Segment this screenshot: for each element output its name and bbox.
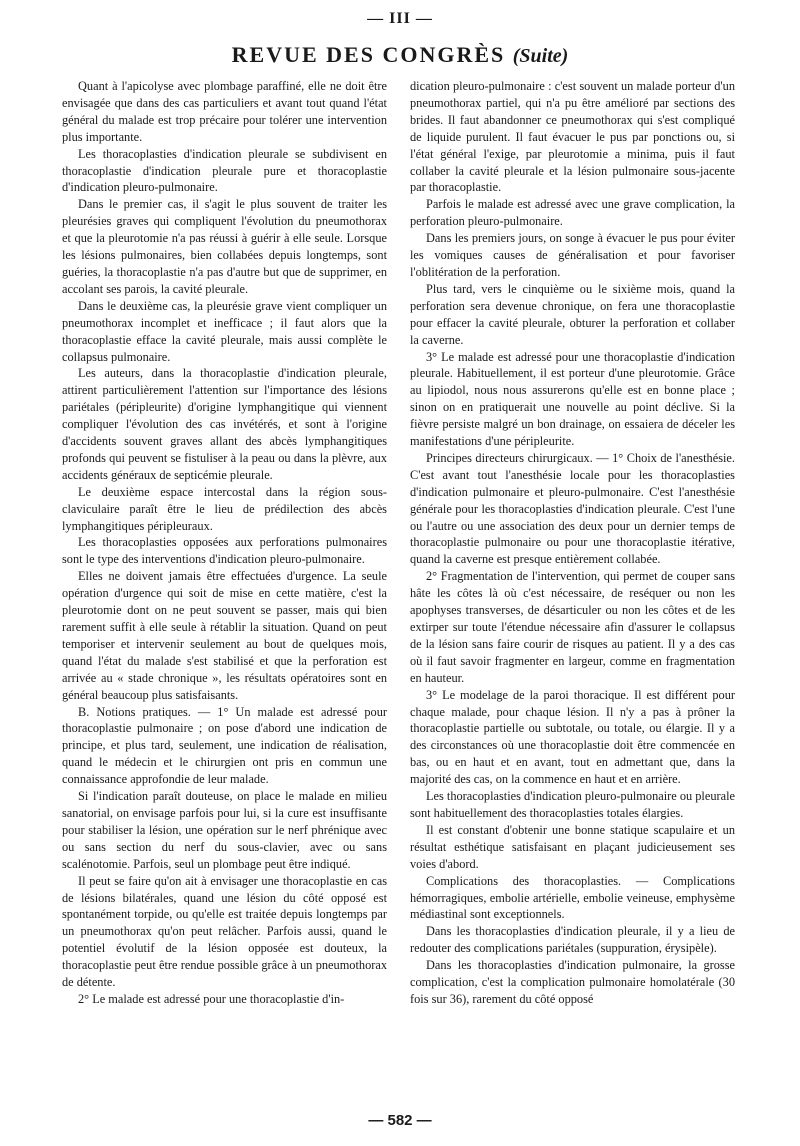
section-numeral: — III — (367, 10, 433, 27)
paragraph: Les auteurs, dans la thoracoplastie d'indication pleurale, attirent particulièrement l'attention sur l'importance des lésions pariétales (péripleurite) d'origine lymphangitique qui viennent compliquer l'évolution des cas invétérés, et sont à l'origine d'accidents souvent graves allant des abcès lymphangitiques profonds qui peuvent se fistuliser à la peau ou dans la plèvre, aux accidents généraux de septicémie pleurale. (62, 366, 387, 482)
paragraph: Parfois le malade est adressé avec une grave complication, la perforation pleuro-pulmonaire. (410, 197, 735, 229)
paragraph: Dans le premier cas, il s'agit le plus souvent de traiter les pleurésies graves qui compliquent l'évolution du pneumothorax et que la pleurotomie n'a pas réussi à guérir à elle seule. Lorsque les lésions pulmonaires, bien collabées depuis longtemps, sont guéries, la thoracoplastie n'a pas d'autre but que de supprimer, en accolant ses parois, la cavité pleurale. (62, 197, 387, 296)
paragraph: Les thoracoplasties opposées aux perforations pulmonaires sont le type des interventions d'indication pleuro-pulmonaire. (62, 535, 387, 567)
title-suite: (Suite) (512, 45, 569, 67)
paragraph: Quant à l'apicolyse avec plombage paraffiné, elle ne doit être envisagée que dans des cas particuliers et avant tout quand l'état général du malade est trop précaire pour tolérer une intervention plus importante. (62, 79, 387, 144)
paragraph: Plus tard, vers le cinquième ou le sixième mois, quand la perforation sera devenue chronique, on fera une thoracoplastie pour effacer la cavité pleurale, obturer la perforation et collaber la caverne. (410, 281, 735, 347)
right-column (410, 78, 735, 1008)
paragraph: 3° Le malade est adressé pour une thoracoplastie d'indication pleurale. Habituellement, il est porteur d'une pleurotomie. Grâce au lipiodol, nous nous assurerons qu'elle est en bonne place ; sinon on en pratiquerait une nouvelle au point déclive. Si la fièvre persiste malgré un bon drainage, on essaiera de déceler les manifestations d'une péripleurite. (410, 349, 735, 449)
paragraph: Il peut se faire qu'on ait à envisager une thoracoplastie en cas de lésions bilatérales, quand une lésion du côté opposé est spontanément torpide, ou qu'elle est traitée depuis longtemps par un pneumothorax qu'on peut relâcher. Parfois aussi, quand le potentiel évolutif de la lésion opposée est douteux, la thoracoplastie peut être rendue possible grâce à un pneumothorax de détente. (62, 873, 387, 990)
page-title (0, 42, 800, 68)
paragraph: 2° Fragmentation de l'intervention, qui permet de couper sans hâte les côtes là où c'est nécessaire, de reséquer ou non les apophyses transverses, de désarticuler ou non les côtes et de les extirper sur toute l'étendue nécessaire afin d'assurer le collapsus de la lésion sans faire courir de risques au patient. Il y a des cas où il faut savoir fragmenter en largeur, comme en fragmentation en hauteur. (410, 569, 735, 685)
paragraph: dication pleuro-pulmonaire : c'est souvent un malade porteur d'un pneumothorax partiel, qui n'a pu être amélioré par sections des brides. Il faut abandonner ce pneumothorax qui s'est compliqué de liquide purulent. Il faut évacuer le pus par ponctions ou, si l'état général l'exige, par pleurotomie a minima, puis il faut collaber la cavité pleurale et la lésion pulmonaire sous-jacente par thoracoplastie. (410, 79, 735, 195)
paragraph: Principes directeurs chirurgicaux. — 1° Choix de l'anesthésie. C'est avant tout l'anesthésie locale pour les thoracoplasties d'indication pulmonaire et pleuro-pulmonaire. C'est l'anesthésie générale pour les thoracoplasties d'indication pleurale. C'est l'une ou l'autre ou une association des deux pour un dernier temps de thoracoplastie pulmonaire ou pour une thoracoplastie itérative, quand la caverne est presque entièrement collabée. (410, 450, 735, 567)
paragraph: 2° Le malade est adressé pour une thoracoplastie d'in- (78, 991, 345, 1006)
paragraph: Dans les premiers jours, on songe à évacuer le pus pour éviter les vomiques causes de généralisation et pour favoriser l'oblitération de la perforation. (410, 231, 735, 279)
paragraph: Dans les thoracoplasties d'indication pleurale, il y a lieu de redouter des complications pariétales (suppuration, érysipèle). (410, 924, 735, 956)
paragraph: Les thoracoplasties d'indication pleurale se subdivisent en thoracoplastie d'indication pleurale pure et thoracoplastie d'indication pleuro-pulmonaire. (62, 146, 387, 195)
left-column (62, 78, 387, 1008)
paragraph: Les thoracoplasties d'indication pleuro-pulmonaire ou pleurale sont habituellement des thoracoplasties totales élargies. (410, 789, 736, 820)
paragraph: Dans le deuxième cas, la pleurésie grave vient compliquer un pneumothorax incomplet et inefficace ; il faut alors que la thoracoplastie efface la cavité pleurale, mais aussi complète le collapsus pulmonaire. (62, 298, 387, 364)
paragraph: B. Notions pratiques. — 1° Un malade est adressé pour thoracoplastie pulmonaire ; on pose d'abord une indication de principe, et plus tard, seulement, une indication de réalisation, quand le médecin et le chirurgien ont pris en commun une connaissance approfondie de leur malade. (62, 704, 387, 787)
paragraph: Dans les thoracoplasties d'indication pulmonaire, la grosse complication, c'est la complication pulmonaire homolatérale (30 fois sur 36), rarement du côté opposé (410, 958, 735, 1006)
paragraph: Elles ne doivent jamais être effectuées d'urgence. La seule opération d'urgence qui soit de mise en cette matière, c'est la pleurotomie dont on ne peut souvent se passer, mais qui bien rarement suffit à elle seule à rétablir la situation. Quand on peut temporiser et intervenir seulement au bout de quelques mois, quand l'état du malade s'est stabilisé et que la perforation est arrivée au « stade chronique », les résultats opératoires sont en général beaucoup plus satisfaisants. (62, 569, 387, 702)
title-text: REVUE DES CONGRÈS (231, 42, 506, 67)
paragraph: 3° Le modelage de la paroi thoracique. Il est différent pour chaque malade, pour chaque lésion. Il n'y a pas à prôner la thoracoplastie partielle ou subtotale, ou totale, ou élargie. Il y a des circonstances où une thoracoplastie doit être commencée en bas, ou en haut et en avant, tout en admettant que, dans la majorité des cas, on la commence en haut et en arrière. (410, 687, 735, 787)
page-number: — 582 — (368, 1112, 432, 1129)
paragraph: Si l'indication paraît douteuse, on place le malade en milieu sanatorial, on envisage parfois pour lui, si la cure est insuffisante pour stabiliser la lésion, une opération sur le nerf phrénique avec ou sans section du nerf du sous-clavier, avec ou sans scalénotomie. Parfois, seul un plombage peut être indiqué. (62, 789, 387, 871)
paragraph: Il est constant d'obtenir une bonne statique scapulaire et un résultat esthétique satisfaisant en plaçant judicieusement ses voies d'abord. (410, 822, 735, 871)
paragraph: Le deuxième espace intercostal dans la région sous-claviculaire paraît être le lieu de prédilection des abcès lymphangitiques péripleuraux. (62, 484, 387, 533)
paragraph: Complications des thoracoplasties. — Complications hémorragiques, embolie artérielle, embolie veineuse, emphysème médiastinal sont exceptionnels. (410, 873, 735, 922)
